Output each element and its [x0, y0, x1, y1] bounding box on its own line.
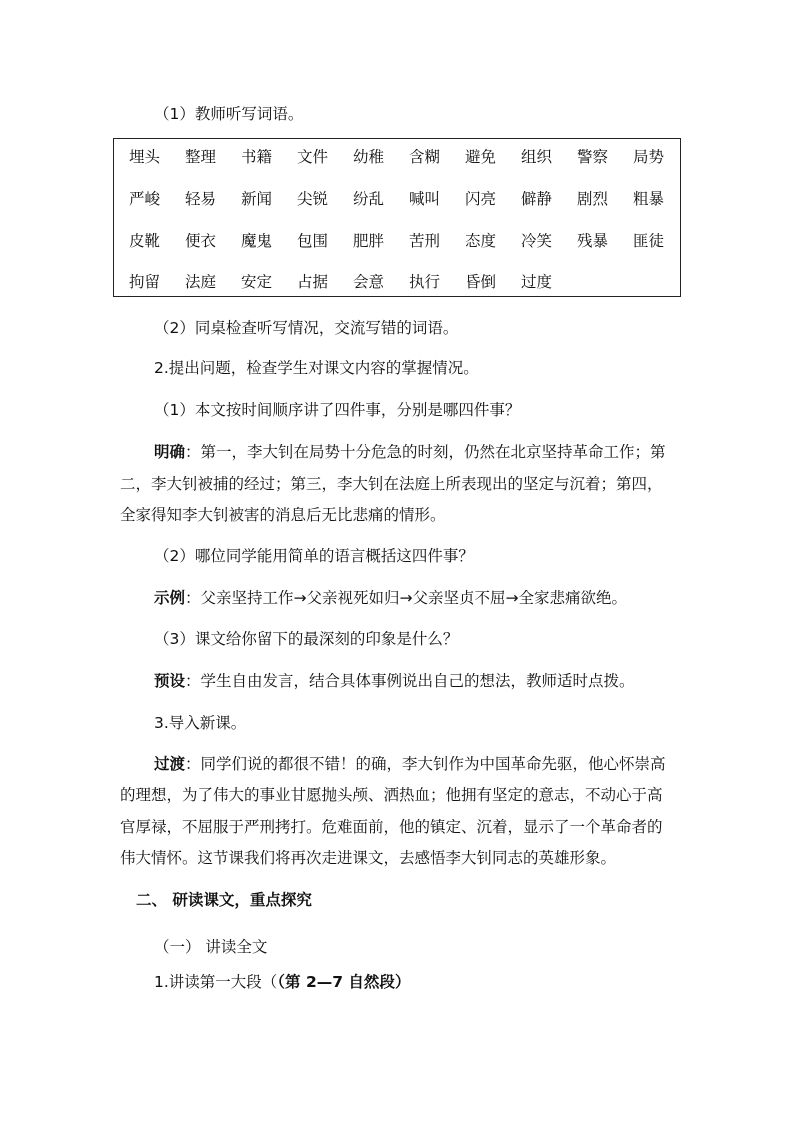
dictation-word: 昏倒 [465, 273, 497, 291]
dictation-word: 执行 [409, 273, 441, 291]
dictation-word: 书籍 [241, 148, 273, 166]
dictation-word: 苦刑 [409, 232, 441, 250]
dictation-word: 僻静 [521, 190, 553, 208]
dictation-word: 避免 [465, 148, 497, 166]
dictation-word: 过度 [521, 273, 553, 291]
answer1-text-1: ：第一，李大钊在局势十分危急的时刻，仍然在北京坚持革命工作；第 [185, 443, 666, 461]
dictation-word: 整理 [185, 148, 217, 166]
dictation-word: 魔鬼 [241, 232, 273, 250]
example-text: ：父亲坚持工作→父亲视死如归→父亲坚贞不屈→全家悲痛欲绝。 [185, 589, 627, 607]
intro-section-title: 3.导入新课。 [154, 714, 247, 732]
dictation-word: 拘留 [129, 273, 161, 291]
dictation-word: 新闻 [241, 190, 273, 208]
dictation-word: 尖锐 [297, 190, 329, 208]
answer1-line-1 [154, 442, 666, 462]
preset-text: ：学生自由发言，结合具体事例说出自己的想法，教师适时点拨。 [185, 672, 635, 690]
question-2: （2）哪位同学能用简单的语言概括这四件事？ [154, 547, 474, 565]
answer1-line-3: 全家得知李大钊被害的消息后无比悲痛的情形。 [120, 506, 446, 524]
word-table [113, 138, 681, 297]
answer1-line-2: 二，李大钊被捕的经过；第三，李大钊在法庭上所表现出的坚定与沉着；第四， [120, 475, 663, 493]
example-line [154, 588, 627, 608]
dictation-word: 残暴 [577, 232, 609, 250]
transition-label: 过渡 [154, 755, 186, 773]
dictation-heading: （1）教师听写词语。 [154, 105, 304, 123]
dictation-word: 肥胖 [353, 232, 385, 250]
dictation-word: 局势 [633, 148, 665, 166]
dictation-word: 态度 [465, 232, 497, 250]
question-3: （3）课文给你留下的最深刻的印象是什么？ [154, 630, 459, 648]
dictation-word: 冷笑 [521, 232, 553, 250]
transition-line-2: 的理想，为了伟大的事业甘愿抛头颅、洒热血；他拥有坚定的意志，不动心于高 [120, 786, 663, 804]
dictation-word: 文件 [297, 148, 329, 166]
subsection-one-heading: （一） 讲读全文 [154, 938, 268, 956]
question-1: （1）本文按时间顺序讲了四件事，分别是哪四件事？ [154, 401, 521, 419]
example-label: 示例 [154, 589, 186, 607]
dictation-word: 幼稚 [353, 148, 385, 166]
dictation-word: 闪亮 [465, 190, 497, 208]
dictation-word: 埋头 [129, 148, 161, 166]
dictation-word: 占据 [297, 273, 329, 291]
transition-line-1 [154, 754, 666, 774]
item-one-prefix: 1.讲读第一大段（ [154, 973, 278, 991]
dictation-word: 会意 [353, 273, 385, 291]
item-one-line [154, 972, 410, 992]
answer1-label: 明确 [154, 443, 186, 461]
transition-line-3: 官厚禄，不屈服于严刑拷打。危难面前，他的镇定、沉着，显示了一个革命者的 [120, 818, 663, 836]
dictation-word: 含糊 [409, 148, 441, 166]
dictation-word: 剧烈 [577, 190, 609, 208]
transition-line-4: 伟大情怀。这节课我们将再次走进课文，去感悟李大钊同志的英雄形象。 [120, 849, 617, 867]
dictation-word: 安定 [241, 273, 273, 291]
section-two-heading: 二、 研读课文，重点探究 [136, 891, 312, 909]
check-line: （2）同桌检查听写情况，交流写错的词语。 [154, 319, 459, 337]
dictation-word: 纷乱 [353, 190, 385, 208]
question-section-title: 2.提出问题，检查学生对课文内容的掌握情况。 [154, 359, 479, 377]
dictation-word: 匪徒 [633, 232, 665, 250]
dictation-word: 法庭 [185, 273, 217, 291]
preset-line [154, 671, 635, 691]
dictation-word: 组织 [521, 148, 553, 166]
dictation-word: 粗暴 [633, 190, 665, 208]
preset-label: 预设 [154, 672, 186, 690]
dictation-word: 喊叫 [409, 190, 441, 208]
dictation-word: 警察 [577, 148, 609, 166]
dictation-word: 严峻 [129, 190, 161, 208]
transition-text-1: ：同学们说的都很不错！的确，李大钊作为中国革命先驱，他心怀崇高 [185, 755, 666, 773]
dictation-word: 包围 [297, 232, 329, 250]
item-one-paragraph-range: （第 2—7 自然段） [277, 973, 411, 991]
dictation-word: 便衣 [185, 232, 217, 250]
dictation-word: 皮靴 [129, 232, 161, 250]
dictation-word: 轻易 [185, 190, 217, 208]
